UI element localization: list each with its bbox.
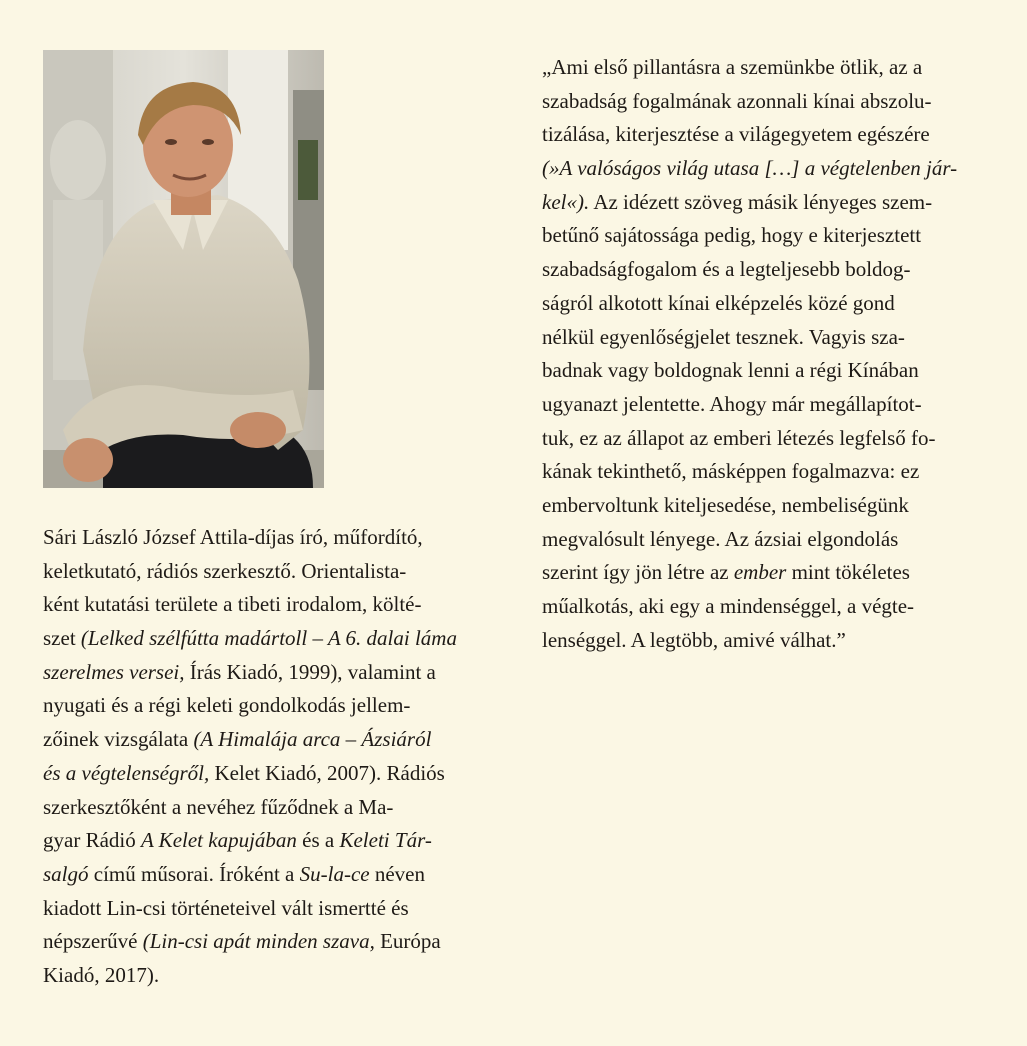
bio-line [43, 757, 485, 791]
quote-line [542, 186, 984, 220]
text-run: embervoltunk kiteljesedése, nembeliségünk [542, 492, 909, 517]
bio-line [43, 925, 485, 959]
bio-line [43, 791, 485, 825]
bio-line [43, 959, 485, 993]
text-run: szerkesztőként a nevéhez fűződnek a Ma- [43, 794, 394, 819]
text-run: lenséggel. A legtöbb, amivé válhat.” [542, 627, 846, 652]
text-run: nélkül egyenlőségjelet tesznek. Vagyis sza- [542, 324, 905, 349]
quote-line [542, 388, 984, 422]
quote-text [542, 51, 984, 657]
italic-text: és a végtelenségről, [43, 760, 210, 785]
quote-line [542, 287, 984, 321]
quote-line [542, 85, 984, 119]
quote-line [542, 523, 984, 557]
quote-line [542, 556, 984, 590]
bio-line [43, 656, 485, 690]
italic-text: (Lelked szélfútta madártoll – A 6. dalai láma [80, 626, 457, 651]
text-run: Írás Kiadó, 1999), valamint a [184, 659, 436, 684]
italic-text: (»A valóságos világ utasa […] a végtelenben jár- [542, 156, 958, 181]
text-run: mint tökéletes [786, 560, 910, 585]
quote-line [542, 354, 984, 388]
bio-line [43, 858, 485, 892]
quote-line [542, 489, 984, 523]
text-run: műalkotás, aki egy a mindenséggel, a végte- [542, 594, 915, 618]
text-run: szerint így jön létre az [542, 560, 734, 585]
text-run: szabadság fogalmának azonnali kínai abszolu- [542, 88, 932, 113]
text-run: keletkutató, rádiós szerkesztő. Orientalista- [43, 558, 407, 583]
bio-line [43, 723, 485, 757]
italic-text: Keleti Tár- [339, 828, 432, 853]
text-run: tizálása, kiterjesztése a világegyetem egészére [542, 122, 930, 147]
text-run: betűnő sajátossága pedig, hogy e kiterjesztett [542, 223, 922, 248]
quote-line [542, 422, 984, 456]
quote-line [542, 624, 984, 658]
bio-line [43, 622, 485, 656]
text-run: kának tekinthető, másképpen fogalmazva: ez [542, 459, 920, 484]
bio-line [43, 689, 485, 723]
text-run: Sári László József Attila-díjas író, műfordító, [43, 525, 423, 549]
quote-line [542, 590, 984, 624]
text-run: ugyanazt jelentette. Ahogy már megállapítot- [542, 391, 922, 416]
quote-line [542, 253, 984, 287]
author-bio [43, 521, 485, 993]
bio-line [43, 555, 485, 589]
text-run: Európa [374, 929, 441, 954]
bio-line [43, 521, 485, 555]
text-run: Az idézett szöveg másik lényeges szem- [589, 189, 933, 214]
italic-text: szerelmes versei, [43, 659, 185, 684]
text-run: Kelet Kiadó, 2007). Rádiós [209, 760, 445, 785]
text-run: kiadott Lin-csi történeteivel vált ismertté és [43, 895, 409, 920]
quote-line [542, 321, 984, 355]
text-run: Kiadó, 2017). [43, 962, 160, 987]
italic-text: kel«). [542, 189, 590, 214]
italic-text: Su-la-ce [299, 861, 370, 886]
italic-text: (A Himalája arca – Ázsiáról [193, 727, 432, 752]
text-run: „Ami első pillantásra a szemünkbe ötlik, az a [542, 55, 923, 79]
text-run: néven [369, 861, 425, 886]
text-run: és a [296, 828, 340, 853]
text-run: megvalósult lényege. Az ázsiai elgondolás [542, 526, 899, 551]
italic-text: ember [733, 560, 787, 585]
quote-line [542, 219, 984, 253]
text-run: zőinek vizsgálata [43, 727, 194, 752]
italic-text: (Lin-csi apát minden szava, [142, 929, 375, 954]
bio-line [43, 892, 485, 926]
text-run: badnak vagy boldognak lenni a régi Kínában [542, 358, 919, 383]
text-run: ságról alkotott kínai elképzelés közé gond [542, 290, 895, 315]
text-run: tuk, ez az állapot az emberi létezés legfelső fo- [542, 425, 936, 450]
italic-text: salgó [43, 861, 89, 886]
italic-text: A Kelet kapujában [140, 828, 297, 853]
text-run: nyugati és a régi keleti gondolkodás jellem- [43, 693, 411, 718]
text-run: gyar Rádió [43, 828, 141, 853]
quote-line [542, 455, 984, 489]
quote-line [542, 118, 984, 152]
text-run: népszerűvé [43, 929, 143, 954]
text-run: szet [43, 626, 81, 651]
quote-line [542, 51, 984, 85]
author-photo [43, 50, 324, 488]
text-run: ként kutatási területe a tibeti irodalom, költé- [43, 592, 422, 617]
bio-line [43, 824, 485, 858]
text-run: című műsorai. Íróként a [88, 861, 300, 886]
quote-line [542, 152, 984, 186]
bio-line [43, 588, 485, 622]
author-portrait-image [43, 50, 324, 488]
text-run: szabadságfogalom és a legteljesebb boldog- [542, 257, 911, 282]
